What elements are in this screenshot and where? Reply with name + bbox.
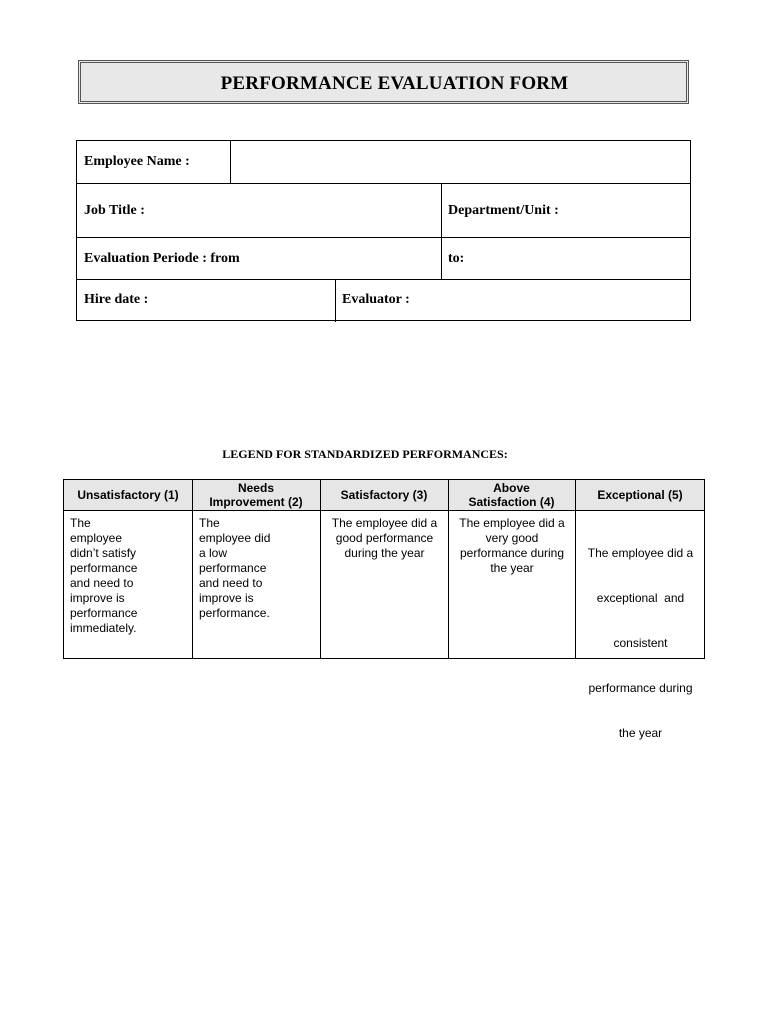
legend-header-above-satisfaction: Above Satisfaction (4) <box>468 481 555 509</box>
job-title-label: Job Title : <box>84 203 145 218</box>
department-unit-label: Department/Unit : <box>448 203 559 218</box>
legend-header-exceptional: Exceptional (5) <box>597 488 683 502</box>
form-title-box <box>78 60 689 104</box>
column-divider <box>335 279 336 322</box>
legend-desc-needs-improvement: The employee did a low performance and need to improve is performance. <box>199 516 271 620</box>
column-divider <box>230 141 231 183</box>
employee-name-label: Employee Name : <box>84 154 190 169</box>
column-divider <box>441 183 442 279</box>
legend-desc-satisfactory: The employee did a good performance during the year <box>331 516 438 560</box>
legend-title: LEGEND FOR STANDARDIZED PERFORMANCES: <box>222 447 508 461</box>
row-divider <box>77 279 690 280</box>
evaluator-label: Evaluator : <box>342 292 410 307</box>
legend-desc-unsatisfactory: The employee didn’t satisfy performance and need to improve is performance immediately. <box>70 516 138 635</box>
form-title: PERFORMANCE EVALUATION FORM <box>220 73 569 94</box>
legend-table <box>63 479 705 740</box>
legend-header-divider <box>64 510 704 511</box>
legend-header-satisfactory: Satisfactory (3) <box>340 488 428 502</box>
legend-header-unsatisfactory: Unsatisfactory (1) <box>77 488 179 502</box>
evaluation-periode-label: Evaluation Periode : from <box>84 251 240 266</box>
employee-info-table <box>76 140 691 321</box>
legend-desc-above-satisfaction: The employee did a very good performance during the year <box>459 516 565 575</box>
hire-date-label: Hire date : <box>84 292 149 307</box>
legend-desc-exceptional: The employee did a exceptional and consistent performance during the year <box>587 546 694 740</box>
to-label: to: <box>448 251 465 266</box>
legend-header-needs-improvement: Needs Improvement (2) <box>209 481 303 509</box>
row-divider <box>77 237 690 238</box>
row-divider <box>77 183 690 184</box>
